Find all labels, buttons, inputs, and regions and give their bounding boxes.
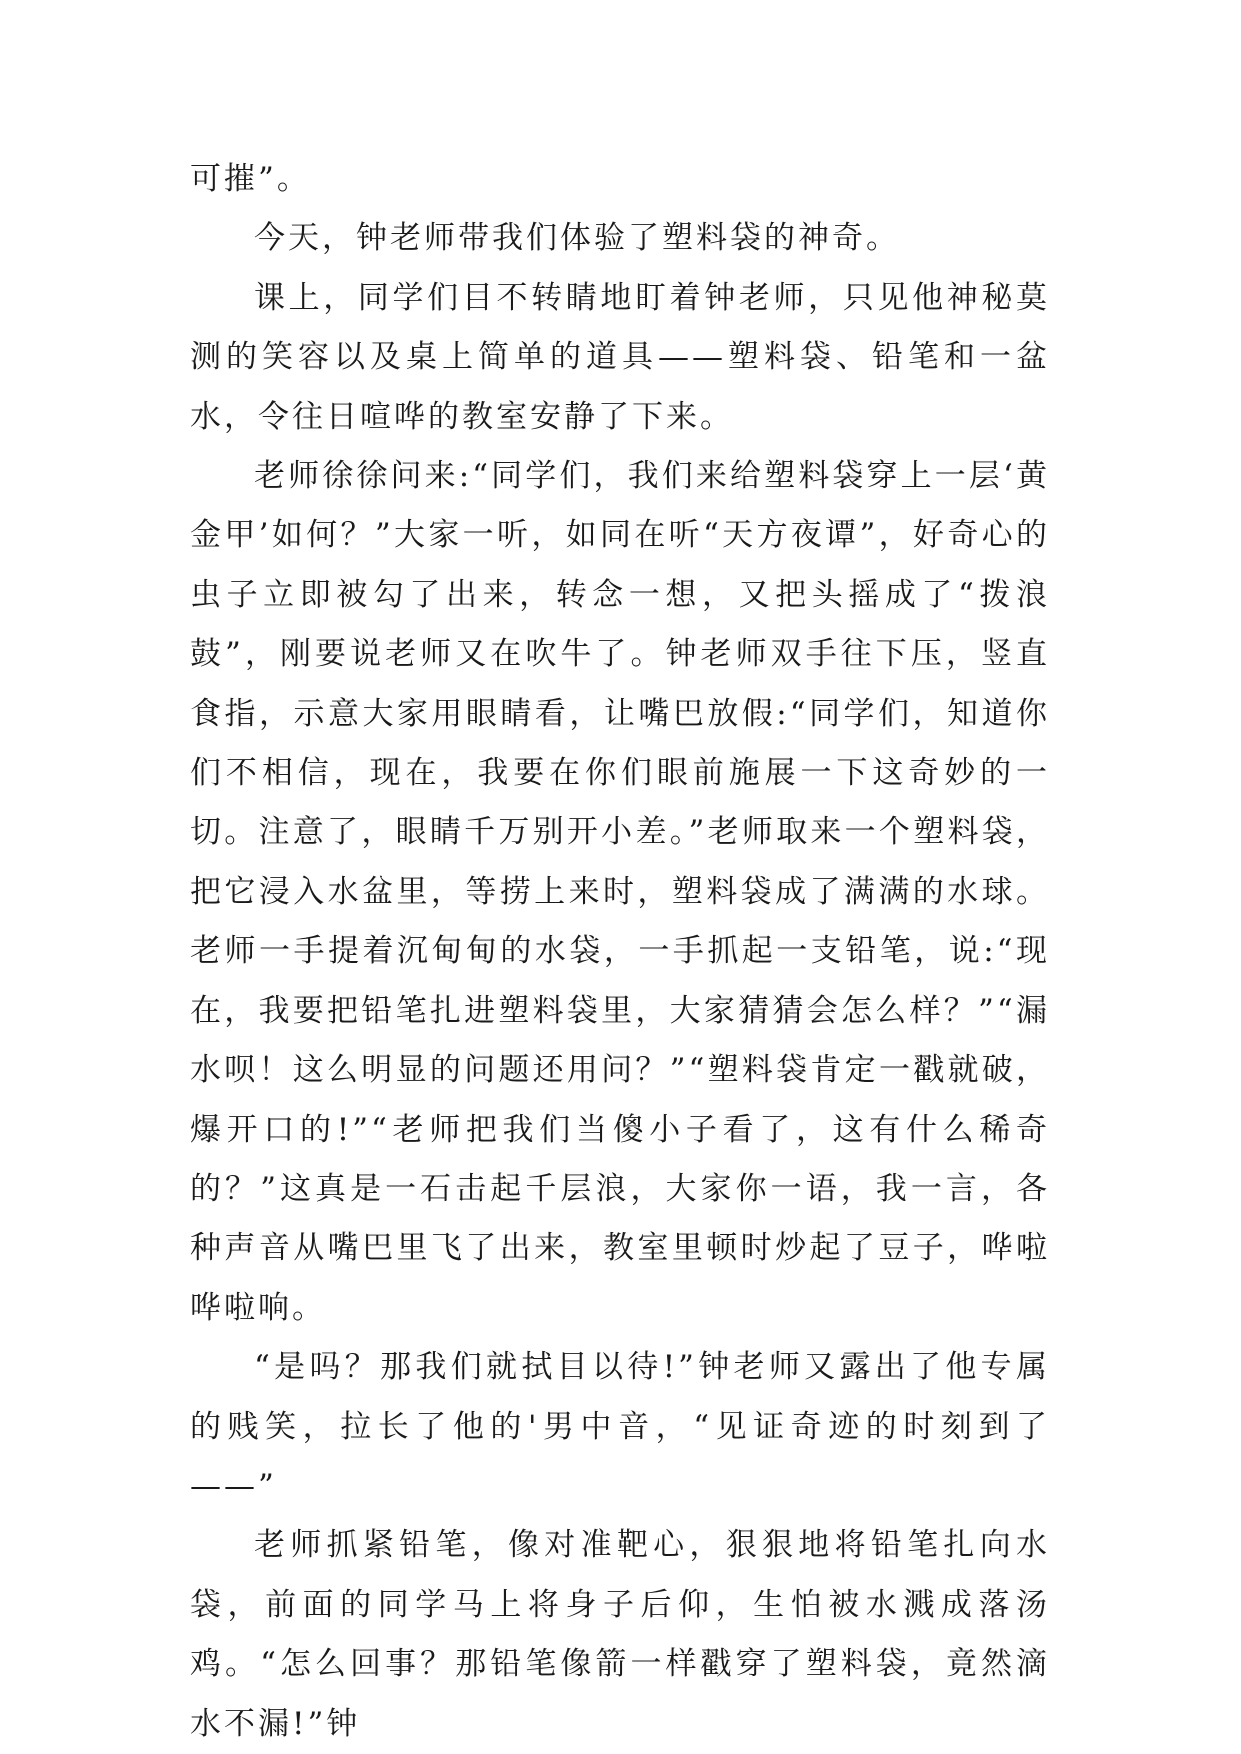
document-body <box>190 150 1050 1754</box>
paragraph-2: 今天，钟老师带我们体验了塑料袋的神奇。 <box>254 220 900 257</box>
paragraph-6: 老师抓紧铅笔，像对准靶心，狠狠地将铅笔扎向水袋，前面的同学马上将身子后仰，生怕被水溅成落汤鸡。“怎么回事？那铅笔像箭一样戳穿了塑料袋，竟然滴水不漏!”钟 <box>190 1527 1050 1742</box>
paragraph-1: 可摧”。 <box>190 161 311 197</box>
paragraph-4: 老师徐徐问来:“同学们，我们来给塑料袋穿上一层‘黄金甲’如何？”大家一听，如同在听“天方夜谭”，好奇心的虫子立即被勾了出来，转念一想，又把头摇成了“拨浪鼓”，刚要说老师又在吹牛了。钟老师双手往下压，竖直食指，示意大家用眼睛看，让嘴巴放假:“同学们，知道你们不相信，现在，我要在你们眼前施展一下这奇妙的一切。注意了，眼睛千万别开小差。”老师取来一个塑料袋，把它浸入水盆里，等捞上来时，塑料袋成了满满的水球。老师一手提着沉甸甸的水袋，一手抓起一支铅笔，说:“现在，我要把铅笔扎进塑料袋里，大家猜猜会怎么样？”“漏水呗！这么明显的问题还用问？”“塑料袋肯定一戳就破，爆开口的!”“老师把我们当傻小子看了，这有什么稀奇的？”这真是一石击起千层浪，大家你一语，我一言，各种声音从嘴巴里飞了出来，教室里顿时炒起了豆子，哗啦哗啦响。 <box>190 458 1050 1326</box>
paragraph-5: “是吗？那我们就拭目以待!”钟老师又露出了他专属的贱笑，拉长了他的'男中音，“见证奇迹的时刻到了——” <box>190 1349 1050 1504</box>
paragraph-3: 课上，同学们目不转睛地盯着钟老师，只见他神秘莫测的笑容以及桌上简单的道具——塑料袋、铅笔和一盆水，令往日喧哗的教室安静了下来。 <box>190 279 1050 435</box>
